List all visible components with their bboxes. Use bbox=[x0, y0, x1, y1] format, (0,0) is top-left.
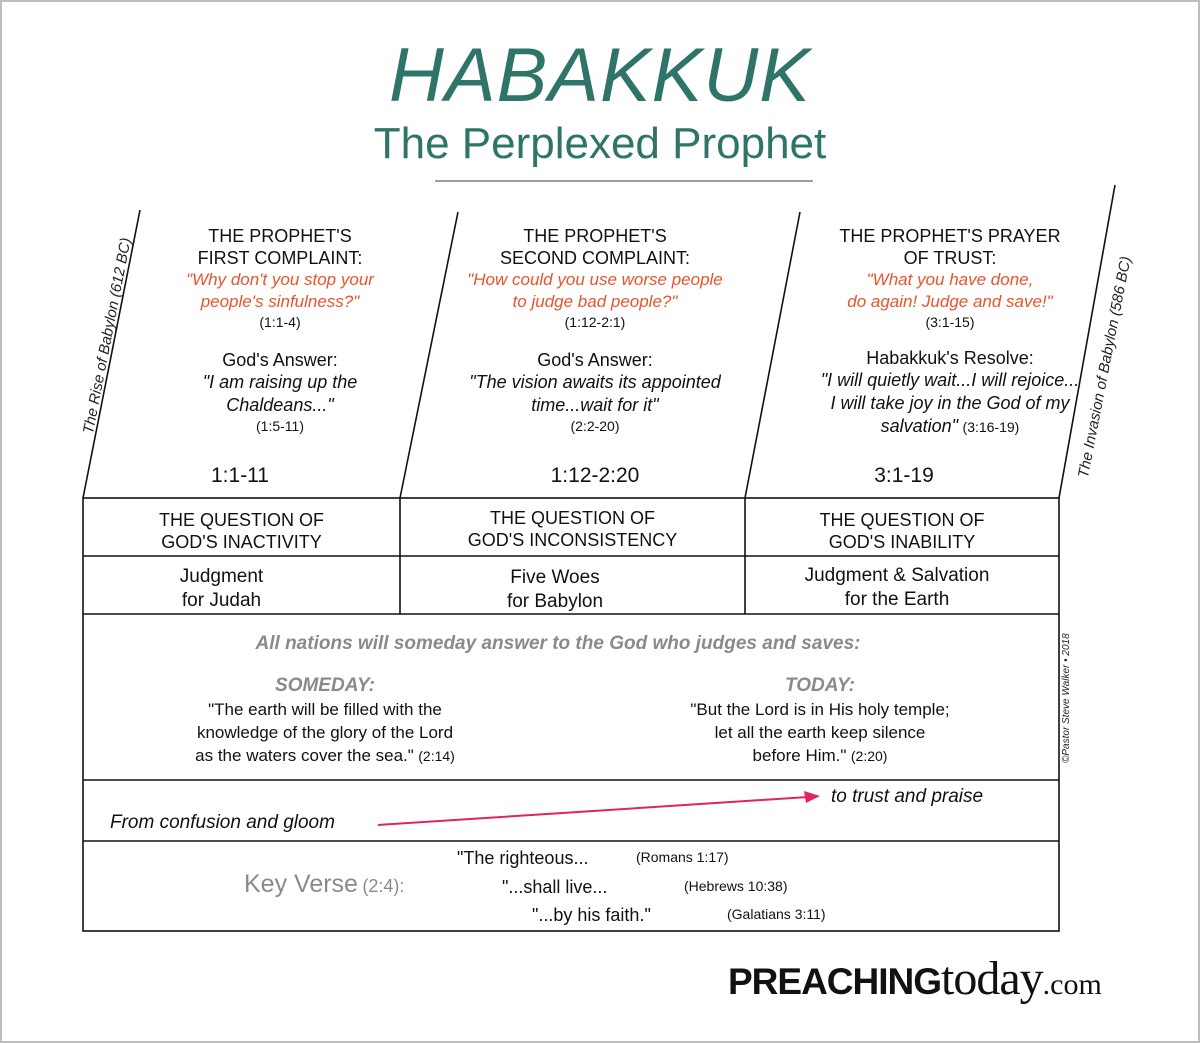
theme-text: for Babylon bbox=[506, 591, 604, 612]
theme-text: Judgment bbox=[179, 566, 264, 587]
answer-quote: "The vision awaits its appointed bbox=[469, 372, 721, 392]
side-label-right: The Invasion of Babylon (586 BC) bbox=[1075, 255, 1135, 480]
answer-quote: Chaldeans..." bbox=[226, 395, 334, 415]
theme-text: for the Earth bbox=[844, 589, 950, 610]
complaint-quote: "How could you use worse people bbox=[467, 270, 723, 289]
copyright-text: ©Pastor Steve Walker • 2018 bbox=[1061, 633, 1072, 763]
page-title: HABAKKUK bbox=[389, 33, 811, 118]
today-block bbox=[655, 674, 985, 767]
someday-last-line bbox=[160, 744, 490, 767]
column-3-top bbox=[780, 225, 1120, 438]
complaint-ref: (1:1-4) bbox=[259, 314, 301, 330]
complaint-heading: FIRST COMPLAINT: bbox=[197, 248, 363, 268]
question-text: THE QUESTION OF bbox=[489, 508, 655, 528]
someday-ref: (2:14) bbox=[418, 748, 455, 764]
progress-arrow-line bbox=[378, 797, 808, 825]
key-verse-label-group bbox=[244, 870, 404, 899]
question-text: GOD'S INABILITY bbox=[828, 532, 976, 552]
brand-bold: PREACHING bbox=[728, 961, 942, 1002]
today-text: "But the Lord is in His holy temple; bbox=[690, 700, 950, 719]
today-ref: (2:20) bbox=[850, 748, 888, 764]
key-verse-line: "...shall live... bbox=[502, 877, 608, 897]
theme-text: Five Woes bbox=[510, 567, 600, 588]
answer-quote: I will take joy in the God of my bbox=[830, 393, 1070, 413]
theme-cell-3 bbox=[745, 564, 1049, 612]
answer-label: God's Answer: bbox=[537, 350, 653, 370]
question-text: GOD'S INCONSISTENCY bbox=[467, 530, 678, 550]
question-text: THE QUESTION OF bbox=[819, 510, 985, 530]
answer-quote: "I will quietly wait...I will rejoice... bbox=[820, 370, 1080, 390]
complaint-quote: people's sinfulness?" bbox=[200, 292, 360, 311]
complaint-quote: do again! Judge and save!" bbox=[847, 292, 1053, 311]
complaint-quote: "What you have done, bbox=[866, 270, 1034, 289]
today-label: TODAY: bbox=[784, 675, 856, 696]
brand-suffix: .com bbox=[1042, 968, 1102, 1001]
answer-ref: (1:5-11) bbox=[256, 418, 304, 434]
complaint-heading: OF TRUST: bbox=[903, 248, 997, 268]
key-verse-line-ref: (Hebrews 10:38) bbox=[684, 878, 788, 894]
key-verse-line-ref: (Romans 1:17) bbox=[636, 849, 729, 865]
complaint-heading: SECOND COMPLAINT: bbox=[499, 248, 691, 268]
key-verse-ref: (2:4): bbox=[362, 876, 405, 896]
progression-to: to trust and praise bbox=[831, 786, 984, 807]
nations-heading: All nations will someday answer to the God who judges and saves: bbox=[255, 633, 861, 654]
key-verse-line: "The righteous... bbox=[457, 848, 589, 868]
question-text: GOD'S INACTIVITY bbox=[161, 532, 322, 552]
answer-label: God's Answer: bbox=[222, 350, 338, 370]
answer-label: Habakkuk's Resolve: bbox=[866, 348, 1034, 368]
brand-serif: today bbox=[941, 952, 1043, 1005]
answer-quote: salvation" bbox=[880, 416, 959, 436]
question-cell-2 bbox=[400, 507, 745, 551]
brand-logo bbox=[728, 952, 1102, 1005]
complaint-heading: THE PROPHET'S bbox=[208, 226, 352, 246]
today-text: let all the earth keep silence bbox=[714, 723, 926, 742]
answer-ref: (3:16-19) bbox=[962, 419, 1020, 435]
key-verse-line: "...by his faith." bbox=[532, 905, 651, 925]
answer-quote: "I am raising up the bbox=[202, 372, 358, 392]
side-label-left: The Rise of Babylon (612 BC) bbox=[80, 236, 135, 436]
key-verse-label: Key Verse bbox=[244, 870, 358, 898]
answer-ref: (2:2-20) bbox=[570, 418, 620, 434]
theme-cell-2 bbox=[400, 566, 710, 614]
column-2-top bbox=[450, 225, 740, 435]
someday-text: as the waters cover the sea." bbox=[195, 746, 414, 765]
key-verse-line-ref: (Galatians 3:11) bbox=[727, 906, 826, 922]
someday-block bbox=[160, 674, 490, 767]
complaint-quote: "Why don't you stop your bbox=[186, 270, 374, 289]
column-1-top bbox=[120, 225, 440, 435]
someday-label: SOMEDAY: bbox=[275, 675, 375, 696]
progression-from: From confusion and gloom bbox=[110, 812, 335, 833]
complaint-heading: THE PROPHET'S bbox=[523, 226, 667, 246]
theme-cell-1 bbox=[63, 565, 380, 613]
chapter-range-2: 1:12-2:20 bbox=[550, 464, 640, 487]
answer-last-line bbox=[780, 415, 1120, 438]
page-subtitle: The Perplexed Prophet bbox=[373, 119, 827, 168]
question-cell-1 bbox=[83, 509, 400, 553]
question-cell-3 bbox=[745, 509, 1059, 553]
chapter-range-3: 3:1-19 bbox=[874, 464, 934, 487]
complaint-ref: (1:12-2:1) bbox=[564, 314, 626, 330]
complaint-quote: to judge bad people?" bbox=[512, 292, 678, 311]
theme-text: Judgment & Salvation bbox=[804, 565, 990, 586]
complaint-heading: THE PROPHET'S PRAYER bbox=[839, 226, 1061, 246]
chapter-range-1: 1:1-11 bbox=[211, 464, 269, 487]
answer-quote: time...wait for it" bbox=[531, 395, 659, 415]
today-last-line bbox=[655, 744, 985, 767]
theme-text: for Judah bbox=[181, 590, 262, 611]
question-text: THE QUESTION OF bbox=[158, 510, 324, 530]
today-text: before Him." bbox=[752, 746, 847, 765]
complaint-ref: (3:1-15) bbox=[925, 314, 975, 330]
someday-text: "The earth will be filled with the bbox=[208, 700, 442, 719]
someday-text: knowledge of the glory of the Lord bbox=[196, 723, 454, 742]
progress-arrow-head bbox=[804, 791, 820, 803]
